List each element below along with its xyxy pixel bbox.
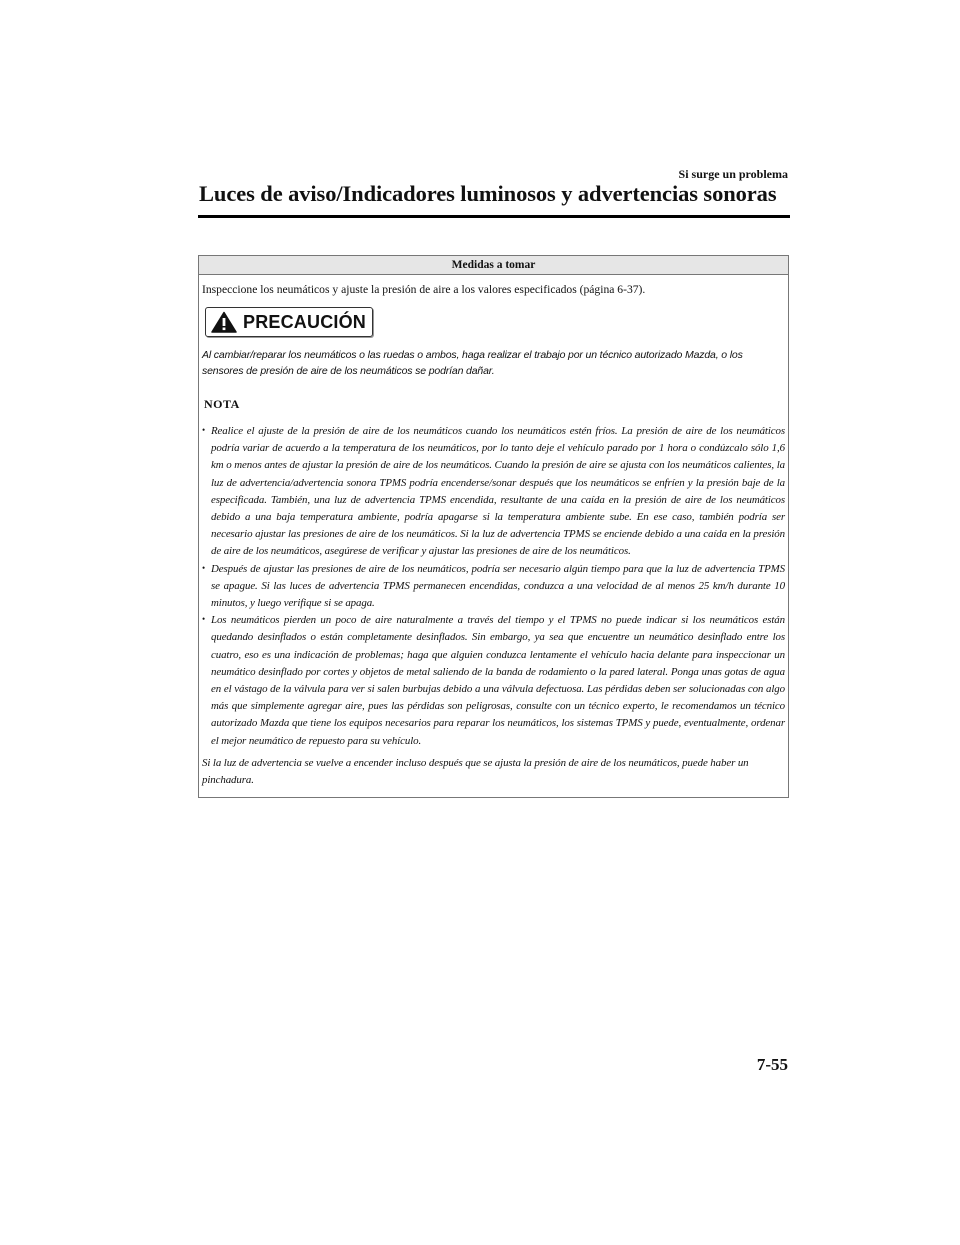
note-list: [202, 423, 785, 750]
measures-table: [198, 255, 789, 798]
note-item: • Después de ajustar las presiones de aire de los neumáticos, podría ser necesario algún tiempo para que la luz de advertencia TPMS se apague. Si las luces de advertencia TPMS permanecen encendidas, conduzca a una velocidad de al menos 25 km/h durante 10 minutos, y luego verifique si se apaga.: [202, 561, 785, 613]
table-header: Medidas a tomar: [199, 256, 788, 275]
warning-triangle-icon: [211, 311, 237, 333]
page-number: 7-55: [756, 1055, 788, 1074]
section-label: Si surge un problema: [678, 167, 788, 181]
intro-text: Inspeccione los neumáticos y ajuste la presión de aire a los valores especificados (página 6-37).: [202, 283, 646, 296]
caution-label: PRECAUCIÓN: [243, 311, 367, 332]
note-item: • Realice el ajuste de la presión de aire de los neumáticos cuando los neumáticos estén fríos. La presión de aire de los neumáticos podría variar de acuerdo a la temperatura de los neumáticos, por lo tanto deje el vehículo parado por 1 hora o condúzcalo sólo 1,6 km o menos antes de ajustar la presión de aire de los neumáticos. Cuando la presión de aire se ajusta con los neumáticos calientes, la luz de advertencia/advertencia sonora TPMS podría encenderse/sonar después que los neumáticos se enfríen y la presión baje de la especificada. También, una luz de advertencia TPMS encendida, resultante de una caída en la presión de aire de los neumáticos debido a una baja temperatura ambiente, podría apagarse si la temperatura ambiente sube. En ese caso, también podría ser necesario ajustar las presiones de aire de los neumáticos. Si la luz de advertencia TPMS se enciende debido a una caída en la presión de aire de los neumáticos, asegúrese de verificar y ajustar las presiones de aire de los neumáticos.: [202, 423, 785, 561]
caution-text: Al cambiar/reparar los neumáticos o las ruedas o ambos, haga realizar el trabajo por un técnico autorizado Mazda, o los sensores de presión de aire de los neumáticos se podrían dañar.: [202, 349, 743, 377]
heading-divider: [198, 215, 790, 218]
page-title: Luces de aviso/Indicadores luminosos y advertencias sonoras: [199, 181, 777, 206]
table-body: [199, 275, 788, 797]
note-heading: NOTA: [204, 397, 240, 411]
caution-badge: [205, 307, 373, 337]
closing-text: Si la luz de advertencia se vuelve a encender incluso después que se ajusta la presión de aire de los neumáticos, puede haber un pinchadura.: [202, 756, 749, 787]
note-item: • Los neumáticos pierden un poco de aire naturalmente a través del tiempo y el TPMS no puede indicar si los neumáticos están quedando desinflados o están completamente desinflados. Sin embargo, ya sea que encuentre un neumático desinflado entre los cuatro, eso es una indicación de problemas; haga que alguien conduzca lentamente el vehículo hacia delante para inspeccionar un neumático desinflado por cortes y objetos de metal saliendo de la banda de rodamiento o la pared lateral. Ponga unas gotas de agua en el vástago de la válvula para ver si salen burbujas debido a una válvula defectuosa. Las pérdidas deben ser solucionadas con algo más que simplemente agregar aire, pues las pérdidas son peligrosas, consulte con un técnico experto, le recomendamos un técnico autorizado Mazda que tiene los equipos necesarios para reparar los neumáticos, los sistemas TPMS y puede, eventualmente, ordenar el mejor neumático de repuesto para su vehículo.: [202, 612, 785, 750]
